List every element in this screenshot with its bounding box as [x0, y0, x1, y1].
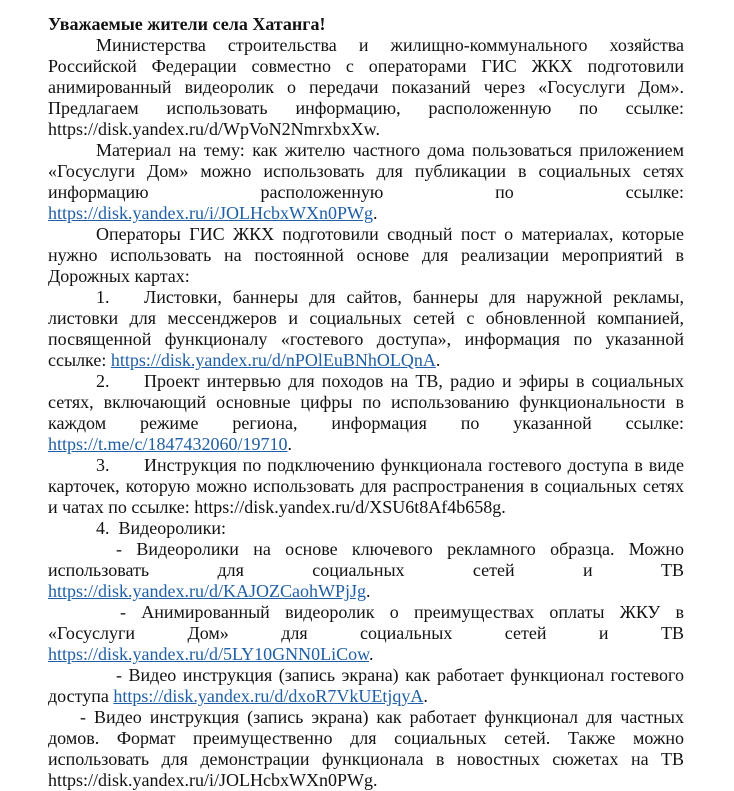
list-item-4	[48, 518, 684, 539]
punctuation: .	[369, 644, 374, 664]
list-item-number: 3.	[96, 455, 110, 475]
list-item-3	[48, 455, 684, 518]
list-item-label: Видеоролики:	[118, 518, 227, 538]
video-private-house-url-text: https://disk.yandex.ru/i/JOLHcbxWXn0PWg.	[48, 770, 378, 790]
paragraph-intro	[48, 35, 684, 140]
list-item-2	[48, 371, 684, 455]
punctuation: .	[372, 203, 378, 223]
private-house-link[interactable]: https://disk.yandex.ru/i/JOLHcbxWXn0PWg	[48, 203, 373, 223]
video-item-text: - Видео инструкция (запись экрана) как работает функционал гостевого доступа	[48, 665, 684, 706]
paragraph-summary: Операторы ГИС ЖКХ подготовили сводный пост о материалах, которые нужно использовать на постоянной основе для реализации мероприятий в Дорожных картах:	[48, 224, 684, 286]
video-item-text: - Видеоролики на основе ключевого рекламного образца. Можно использовать для социальных сетей и ТВ	[48, 539, 684, 580]
list-item-text: Инструкция по подключению функционала гостевого доступа в виде карточек, которую можно использовать для распространения в социальных сетях и чатах по ссылке:	[48, 455, 684, 517]
list-item-text: Листовки, баннеры для сайтов, баннеры для наружной рекламы, листовки для мессенджеров и социальных сетей с обновленной компанией, посвященной функционалу «гостевого доступа», информация по указанной ссылке:	[48, 287, 684, 370]
list-item-number: 1.	[96, 287, 110, 307]
punctuation: .	[435, 350, 441, 370]
video-ad-link[interactable]: https://disk.yandex.ru/d/KAJOZCaohWPjJg	[48, 581, 366, 601]
video-item-2	[48, 602, 684, 665]
document-title: Уважаемые жители села Хатанга!	[48, 14, 326, 34]
punctuation: .	[423, 686, 428, 706]
paragraph-private-house	[48, 140, 684, 224]
paragraph-intro-text: Министерства строительства и жилищно-коммунального хозяйства Российской Федерации совместно с операторами ГИС ЖКХ подготовили анимированный видеоролик о передачи показаний через «Госуслуги Дом». Предлагаем использовать информацию, расположенную по ссылке:	[48, 35, 684, 118]
interview-link[interactable]: https://t.me/c/1847432060/19710	[48, 434, 288, 454]
video-item-3	[48, 665, 684, 707]
video-item-text: - Анимированный видеоролик о преимуществах оплаты ЖКУ в «Госуслуги Дом» для социальных сетей и ТВ	[48, 602, 684, 643]
video-guest-access-link[interactable]: https://disk.yandex.ru/d/dxoR7VkUEtjqyA	[113, 686, 424, 706]
list-item-number: 4.	[96, 518, 110, 538]
video-animated-link[interactable]: https://disk.yandex.ru/d/5LY10GNN0LiCow	[48, 644, 370, 664]
list-item-number: 2.	[96, 371, 110, 391]
punctuation: .	[366, 581, 371, 601]
video-item-text: - Видео инструкция (запись экрана) как работает функционал для частных домов. Формат преимущественно для социальных сетей. Также можно использовать для демонстрации функционала в новостных сюжетах на ТВ	[48, 707, 684, 769]
cards-url-text: https://disk.yandex.ru/d/XSU6t8Af4b658g.	[194, 497, 506, 517]
video-item-1	[48, 539, 684, 602]
intro-url-text: https://disk.yandex.ru/d/WpVoN2NmrxbxXw.	[48, 119, 380, 139]
list-item-1	[48, 287, 684, 371]
list-item-text: Проект интервью для походов на ТВ, радио и эфиры в социальных сетях, включающий основные цифры по использованию функциональности в каждом режиме региона, информация по указанной ссылке:	[48, 371, 684, 433]
paragraph-private-house-text: Материал на тему: как жителю частного дома пользоваться приложением «Госуслуги Дом» можно использовать для публикации в социальных сетях информацию расположенную по ссылке:	[48, 140, 684, 202]
punctuation: .	[287, 434, 292, 454]
document-body	[48, 14, 684, 791]
leaflets-link[interactable]: https://disk.yandex.ru/d/nPOlEuBNhOLQnA	[110, 350, 436, 370]
